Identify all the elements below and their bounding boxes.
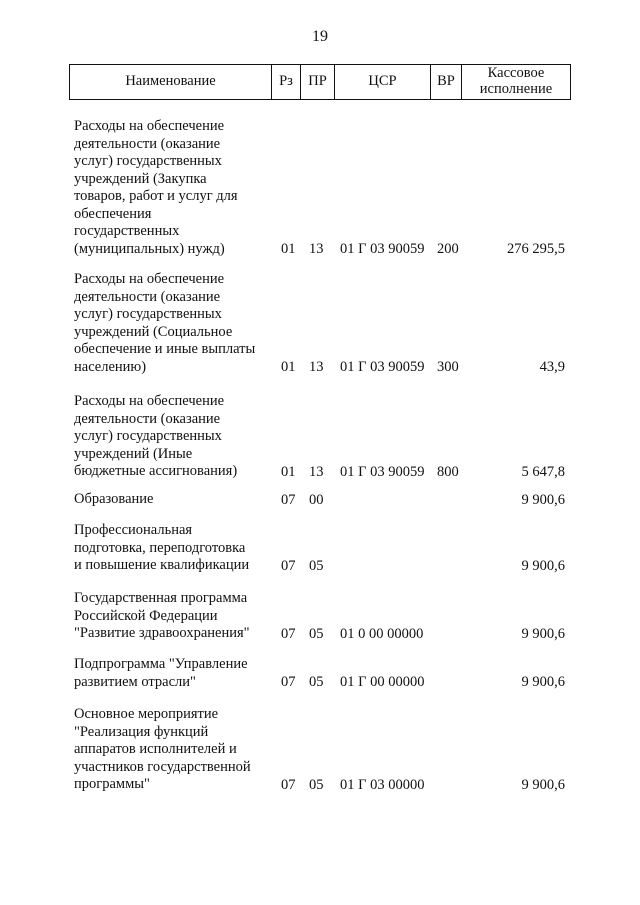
row-pr: 05	[309, 776, 324, 793]
table-row	[0, 590, 640, 643]
row-pr: 05	[309, 557, 324, 574]
table-row	[0, 656, 640, 691]
row-name: Профессиональная подготовка, переподготовка и повышение квалификации	[74, 522, 250, 573]
row-rz: 07	[281, 776, 296, 793]
header-csr: ЦСР	[335, 65, 431, 99]
row-name: Расходы на обеспечение деятельности (оказание услуг) государственных учреждений (Закупка товаров, работ и услуг для обеспечения государственных (муниципальных) нужд)	[74, 118, 238, 257]
row-rz: 07	[281, 491, 296, 508]
row-rz: 07	[281, 557, 296, 574]
row-amount: 276 295,5	[507, 240, 565, 257]
row-name: Основное мероприятие "Реализация функций аппаратов исполнителей и участников государственной программы"	[74, 706, 251, 792]
row-rz: 01	[281, 463, 296, 480]
row-rz: 01	[281, 240, 296, 257]
header-vr: ВР	[431, 65, 462, 99]
row-csr: 01 Г 03 90059	[340, 463, 425, 480]
row-vr: 200	[437, 240, 459, 257]
row-name: Государственная программа Российской Федерации "Развитие здравоохранения"	[74, 590, 250, 641]
page-number: 19	[312, 28, 328, 45]
table-row	[0, 706, 640, 794]
row-pr: 05	[309, 625, 324, 642]
row-pr: 13	[309, 358, 324, 375]
header-name: Наименование	[70, 65, 272, 99]
row-pr: 00	[309, 491, 324, 508]
row-name: Расходы на обеспечение деятельности (оказание услуг) государственных учреждений (Иные бюджетные ассигнования)	[74, 393, 238, 479]
row-pr: 13	[309, 240, 324, 257]
table-row	[0, 393, 640, 481]
row-vr: 300	[437, 358, 459, 375]
table-header	[69, 64, 571, 100]
row-rz: 07	[281, 673, 296, 690]
table-row	[0, 522, 640, 575]
row-amount: 9 900,6	[521, 673, 565, 690]
row-name: Подпрограмма "Управление развитием отрасли"	[74, 656, 248, 690]
header-rz: Рз	[272, 65, 301, 99]
table-row	[0, 491, 640, 509]
row-amount: 9 900,6	[521, 625, 565, 642]
row-amount: 43,9	[539, 358, 565, 375]
row-name: Расходы на обеспечение деятельности (оказание услуг) государственных учреждений (Социальное обеспечение и иные выплаты населению)	[74, 271, 256, 375]
row-name: Образование	[74, 491, 154, 507]
row-csr: 01 Г 00 00000	[340, 673, 425, 690]
row-csr: 01 Г 03 00000	[340, 776, 425, 793]
row-amount: 9 900,6	[521, 776, 565, 793]
row-pr: 05	[309, 673, 324, 690]
row-csr: 01 0 00 00000	[340, 625, 424, 642]
row-csr: 01 Г 03 90059	[340, 358, 425, 375]
row-amount: 9 900,6	[521, 491, 565, 508]
header-pr: ПР	[301, 65, 335, 99]
row-vr: 800	[437, 463, 459, 480]
row-amount: 5 647,8	[521, 463, 565, 480]
row-csr: 01 Г 03 90059	[340, 240, 425, 257]
row-amount: 9 900,6	[521, 557, 565, 574]
table-row	[0, 271, 640, 376]
table-row	[0, 118, 640, 258]
row-rz: 01	[281, 358, 296, 375]
header-amount: Кассовое исполнение	[479, 65, 553, 97]
row-rz: 07	[281, 625, 296, 642]
row-pr: 13	[309, 463, 324, 480]
